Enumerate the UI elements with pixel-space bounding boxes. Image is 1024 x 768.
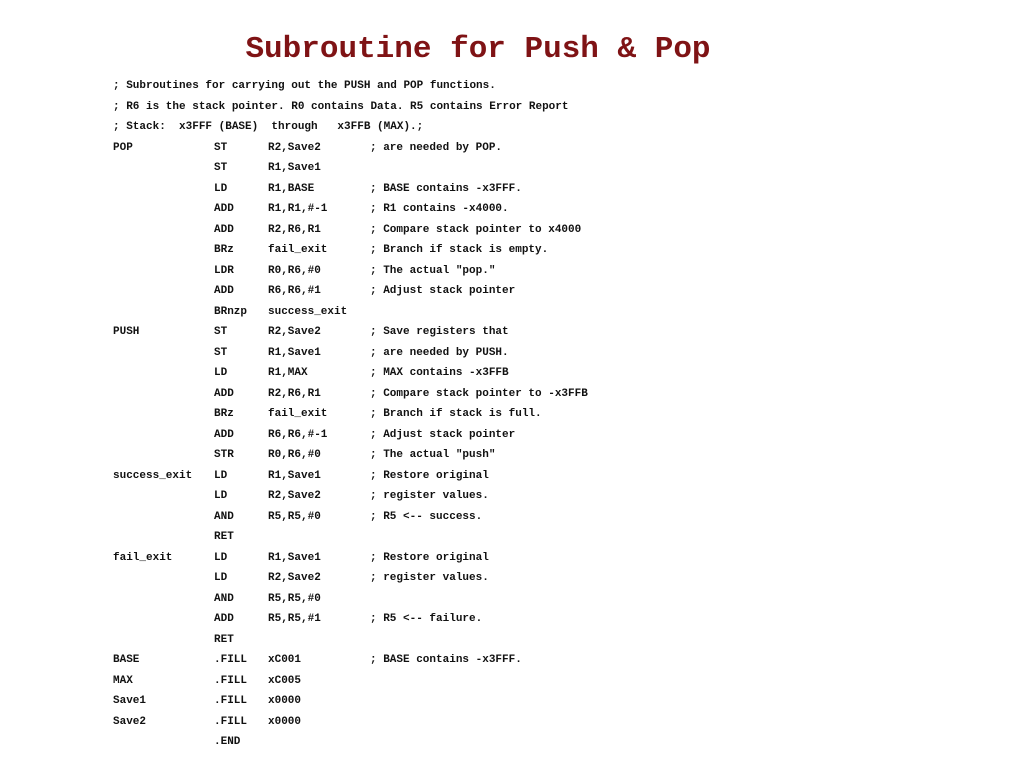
code-opcode: LD: [214, 182, 228, 195]
code-label: BASE: [113, 654, 140, 666]
code-line: [113, 527, 993, 548]
code-comment: ; BASE contains -x3FFF.: [370, 654, 522, 666]
code-opcode: BRnzp: [214, 305, 248, 318]
code-line: [113, 548, 993, 569]
code-operands: R2,Save2: [268, 572, 321, 584]
code-opcode: RET: [214, 531, 234, 543]
header-comment: ; Subroutines for carrying out the PUSH and POP functions.: [113, 80, 496, 92]
code-opcode: LDR: [214, 264, 234, 277]
code-operands: fail_exit: [268, 244, 328, 256]
code-line: [113, 732, 993, 753]
code-opcode: RET: [214, 633, 234, 646]
code-operands: x0000: [268, 695, 302, 707]
code-opcode: BRz: [214, 408, 234, 420]
code-operands: R0,R6,#0: [268, 264, 321, 277]
code-opcode: ADD: [214, 223, 234, 236]
code-line: [113, 507, 993, 528]
code-line: [113, 384, 993, 405]
code-comment: ; The actual "push": [370, 449, 496, 461]
code-operands: R2,R6,R1: [268, 387, 321, 400]
code-line: [113, 179, 993, 200]
code-label: fail_exit: [113, 551, 173, 564]
code-line: [113, 240, 993, 261]
code-operands: fail_exit: [268, 408, 328, 420]
slide-title: Subroutine for Push & Pop: [245, 32, 711, 67]
code-opcode: .FILL: [214, 674, 248, 687]
code-operands: xC001: [268, 654, 302, 666]
code-line: [113, 220, 993, 241]
code-opcode: ST: [214, 162, 228, 174]
code-opcode: LD: [214, 367, 228, 379]
code-comment: ; MAX contains -x3FFB: [370, 367, 509, 379]
code-line: [113, 117, 993, 138]
code-opcode: ADD: [214, 428, 234, 441]
code-label: POP: [113, 141, 133, 154]
code-line: [113, 630, 993, 651]
code-opcode: AND: [214, 510, 234, 523]
code-opcode: BRz: [214, 244, 234, 256]
code-line: [113, 712, 993, 733]
code-operands: R2,Save2: [268, 490, 321, 502]
code-operands: success_exit: [268, 305, 348, 318]
code-line: [113, 138, 993, 159]
code-comment: ; Restore original: [370, 469, 489, 482]
code-comment: ; register values.: [370, 572, 489, 584]
code-line: [113, 322, 993, 343]
code-comment: ; R1 contains -x4000.: [370, 203, 509, 215]
code-label: Save1: [113, 695, 147, 707]
code-line: [113, 281, 993, 302]
code-opcode: STR: [214, 449, 234, 461]
code-operands: xC005: [268, 674, 302, 687]
code-comment: ; Adjust stack pointer: [370, 285, 516, 297]
code-comment: ; Compare stack pointer to -x3FFB: [370, 387, 588, 400]
code-operands: R1,MAX: [268, 367, 308, 379]
code-comment: ; Compare stack pointer to x4000: [370, 223, 582, 236]
code-opcode: LD: [214, 469, 228, 482]
code-opcode: .FILL: [214, 695, 248, 707]
code-line: [113, 97, 993, 118]
code-opcode: AND: [214, 592, 234, 605]
code-opcode: ADD: [214, 387, 234, 400]
code-comment: ; Save registers that: [370, 326, 509, 338]
code-opcode: ST: [214, 326, 228, 338]
code-line: [113, 650, 993, 671]
code-operands: R2,Save2: [268, 326, 321, 338]
code-line: [113, 302, 993, 323]
code-operands: R1,Save1: [268, 551, 321, 564]
code-opcode: ADD: [214, 203, 234, 215]
code-comment: ; are needed by PUSH.: [370, 346, 509, 359]
code-operands: R6,R6,#-1: [268, 428, 328, 441]
code-line: [113, 691, 993, 712]
code-line: [113, 261, 993, 282]
code-operands: x0000: [268, 715, 302, 728]
code-comment: ; are needed by POP.: [370, 141, 503, 154]
code-comment: ; The actual "pop.": [370, 264, 496, 277]
code-listing: [113, 76, 993, 753]
code-line: [113, 158, 993, 179]
code-opcode: LD: [214, 551, 228, 564]
code-comment: ; Branch if stack is empty.: [370, 244, 549, 256]
code-operands: R1,Save1: [268, 469, 321, 482]
code-opcode: LD: [214, 572, 228, 584]
header-comment: ; R6 is the stack pointer. R0 contains Data. R5 contains Error Report: [113, 100, 569, 113]
code-operands: R2,R6,R1: [268, 223, 321, 236]
code-operands: R2,Save2: [268, 141, 321, 154]
code-opcode: LD: [214, 490, 228, 502]
code-line: [113, 199, 993, 220]
code-comment: ; R5 <-- failure.: [370, 613, 483, 625]
code-label: MAX: [113, 674, 133, 687]
code-line: [113, 466, 993, 487]
code-opcode: ST: [214, 346, 228, 359]
code-comment: ; Adjust stack pointer: [370, 428, 516, 441]
code-label: Save2: [113, 715, 147, 728]
code-line: [113, 76, 993, 97]
code-operands: R5,R5,#0: [268, 510, 321, 523]
code-opcode: ADD: [214, 613, 234, 625]
code-operands: R1,Save1: [268, 162, 321, 174]
code-line: [113, 425, 993, 446]
code-line: [113, 445, 993, 466]
code-line: [113, 404, 993, 425]
code-operands: R0,R6,#0: [268, 449, 321, 461]
code-line: [113, 343, 993, 364]
code-line: [113, 363, 993, 384]
code-opcode: .FILL: [214, 654, 248, 666]
code-label: success_exit: [113, 469, 193, 482]
code-operands: R1,BASE: [268, 182, 315, 195]
code-opcode: .FILL: [214, 715, 248, 728]
code-opcode: ADD: [214, 285, 234, 297]
code-opcode: ST: [214, 141, 228, 154]
code-line: [113, 568, 993, 589]
code-operands: R5,R5,#1: [268, 613, 321, 625]
code-comment: ; register values.: [370, 490, 489, 502]
code-comment: ; R5 <-- success.: [370, 510, 483, 523]
code-operands: R1,R1,#-1: [268, 203, 328, 215]
code-line: [113, 589, 993, 610]
code-operands: R5,R5,#0: [268, 592, 321, 605]
code-line: [113, 671, 993, 692]
code-line: [113, 609, 993, 630]
code-operands: R1,Save1: [268, 346, 321, 359]
header-comment: ; Stack: x3FFF (BASE) through x3FFB (MAX).;: [113, 121, 424, 133]
code-operands: R6,R6,#1: [268, 285, 321, 297]
code-comment: ; Restore original: [370, 551, 489, 564]
code-label: PUSH: [113, 326, 140, 338]
code-comment: ; BASE contains -x3FFF.: [370, 182, 522, 195]
code-line: [113, 486, 993, 507]
code-opcode: .END: [214, 736, 241, 748]
code-comment: ; Branch if stack is full.: [370, 408, 542, 420]
